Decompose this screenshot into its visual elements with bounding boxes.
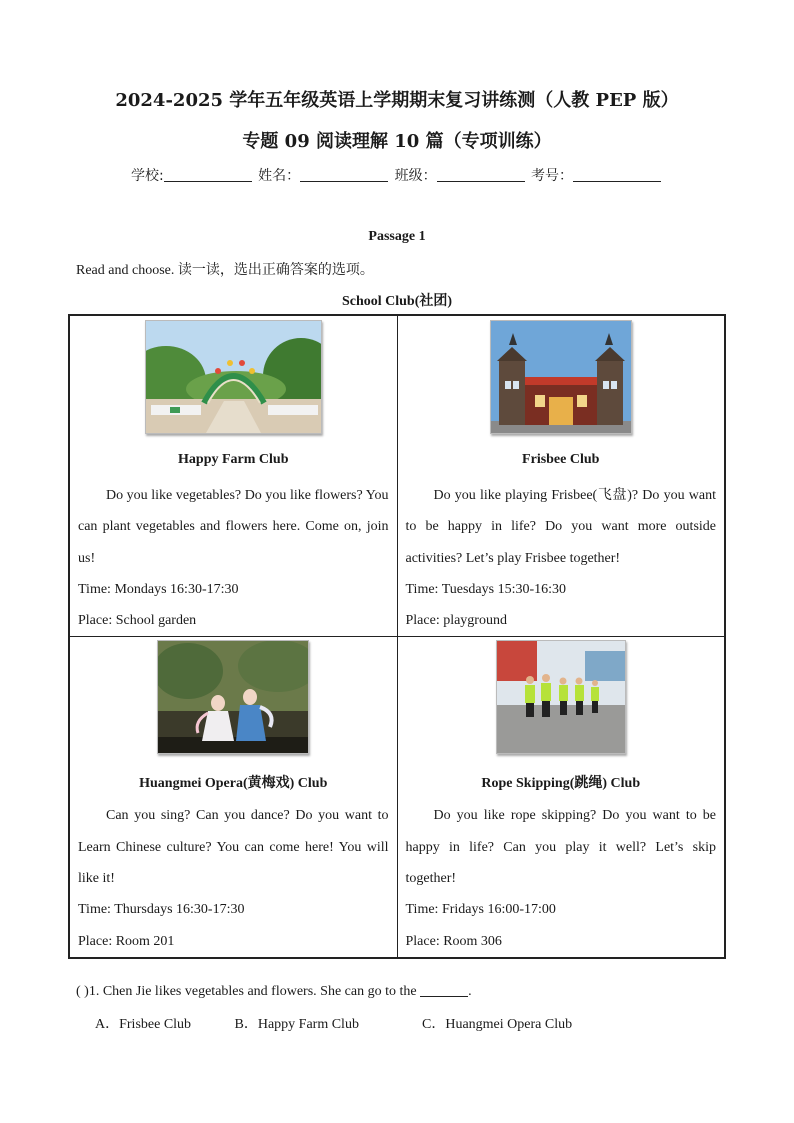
club-time: Time: Mondays 16:30-17:30: [78, 581, 239, 597]
question-text: Chen Jie likes vegetables and flowers. She can go to the: [102, 984, 417, 999]
question-1: [76, 982, 472, 1000]
club-description: Can you sing? Can you dance? Do you want to Learn Chinese culture? You can come here! You will like it!: [78, 808, 389, 887]
school-label: 学校:: [130, 168, 164, 184]
club-place: Place: School garden: [78, 613, 197, 629]
opera-stage-photo: [157, 640, 309, 754]
club-cell-happy-farm: [69, 315, 397, 637]
name-label: 姓名：: [258, 168, 301, 184]
class-blank[interactable]: [437, 167, 525, 182]
club-place: Place: playground: [405, 613, 507, 629]
club-name: Rope Skipping(跳绳) Club: [481, 776, 641, 792]
club-cell-huangmei-opera: [69, 637, 397, 958]
school-blank[interactable]: [164, 167, 252, 182]
club-place: Place: Room 201: [78, 933, 175, 949]
club-name: Happy Farm Club: [178, 452, 289, 467]
option-a[interactable]: A．Frisbee Club: [95, 1017, 192, 1032]
worksheet-subtitle: 专题 09 阅读理解 10 篇（专项训练）: [242, 131, 552, 152]
exam-number-blank[interactable]: [573, 167, 661, 182]
club-name: Huangmei Opera(黄梅戏) Club: [139, 776, 328, 792]
club-time: Time: Fridays 16:00-17:00: [405, 902, 556, 918]
question-end: .: [468, 984, 472, 999]
student-info-row: [0, 165, 794, 185]
club-description: Do you like rope skipping? Do you want to be happy in life? Can you play it well? Let’s skip together!: [405, 808, 716, 887]
club-table: [68, 314, 726, 959]
question-1-options: [95, 1013, 572, 1033]
club-name: Frisbee Club: [522, 452, 600, 467]
club-cell-rope-skipping: [397, 637, 725, 958]
table-title: School Club(社团): [341, 294, 453, 309]
passage-instruction: Read and choose. 读一读，选出正确答案的选项。: [76, 263, 374, 278]
club-time: Time: Tuesdays 15:30-16:30: [405, 581, 567, 597]
club-description: Do you like playing Frisbee(飞盘)? Do you want to be happy in life? Do you want more outside activities? Let’s play Frisbee together!: [405, 488, 716, 566]
name-blank[interactable]: [300, 167, 388, 182]
club-description: Do you like vegetables? Do you like flowers? You can plant vegetables and flowers here. Come on, join us!: [78, 488, 389, 566]
question-blank[interactable]: [420, 982, 468, 997]
farm-gate-photo: [145, 320, 322, 434]
rope-skipping-photo: [496, 640, 626, 754]
answer-bracket[interactable]: ( )1.: [76, 984, 100, 999]
class-label: 班级：: [394, 168, 437, 184]
club-cell-frisbee: [397, 315, 725, 637]
club-place: Place: Room 306: [405, 933, 502, 949]
building-gate-photo: [490, 320, 632, 434]
exam-number-label: 考号：: [531, 168, 574, 184]
option-c[interactable]: C．Huangmei Opera Club: [422, 1017, 573, 1032]
worksheet-title: 2024-2025 学年五年级英语上学期期末复习讲练测（人教 PEP 版）: [115, 90, 679, 111]
passage-title: Passage 1: [368, 229, 426, 244]
club-time: Time: Thursdays 16:30-17:30: [78, 902, 245, 918]
option-b[interactable]: B．Happy Farm Club: [234, 1017, 359, 1032]
